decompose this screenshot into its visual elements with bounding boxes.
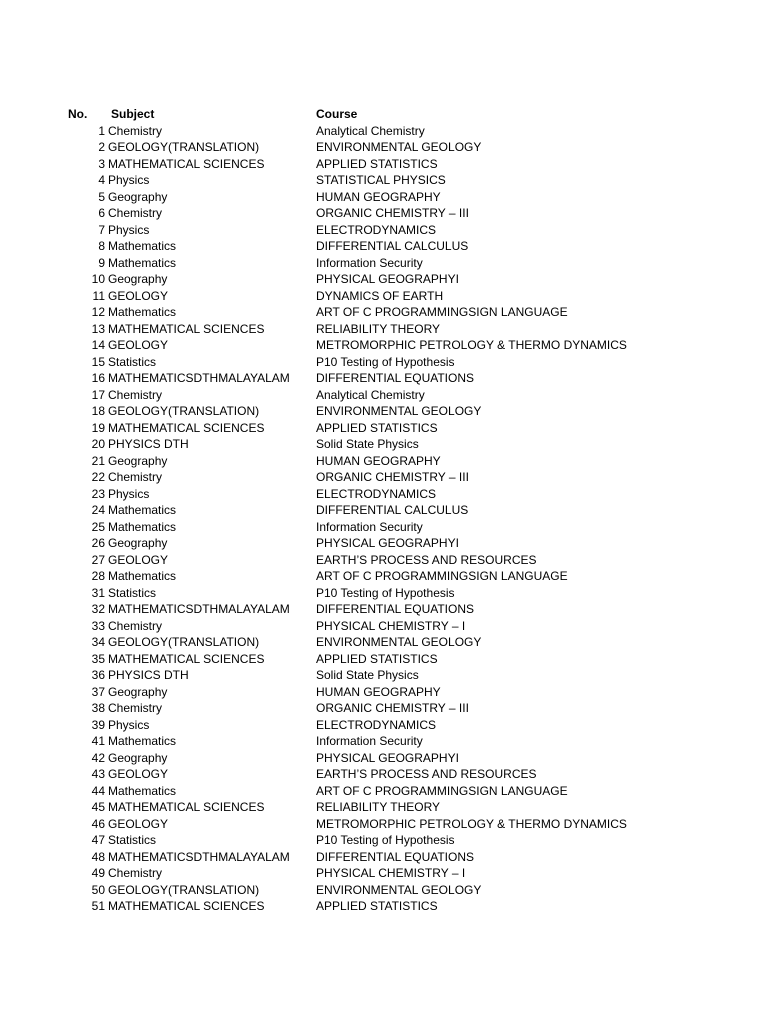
row-no: 34 [91, 635, 105, 649]
header-course: Course [316, 107, 358, 121]
row-course: ART OF C PROGRAMMINGSIGN LANGUAGE [316, 569, 568, 583]
row-course: Information Security [316, 519, 423, 534]
row-course: ELECTRODYNAMICS [316, 222, 437, 237]
row-no: 39 [91, 717, 105, 732]
row-course: APPLIED STATISTICS [316, 651, 438, 666]
row-course: DIFFERENTIAL EQUATIONS [316, 371, 475, 385]
row-course: P10 Testing of Hypothesis [316, 833, 455, 847]
row-subject: Statistics [108, 833, 157, 847]
table-row [68, 568, 708, 585]
row-no: 27 [91, 552, 105, 567]
row-course: Information Security [316, 734, 423, 748]
row-course: ORGANIC CHEMISTRY – III [316, 701, 469, 715]
table-row [68, 337, 708, 354]
row-no: 5 [98, 189, 105, 204]
table-row [68, 387, 708, 404]
row-subject: GEOLOGY(TRANSLATION) [108, 140, 260, 154]
row-subject: MATHEMATICAL SCIENCES [108, 321, 265, 336]
row-no: 14 [91, 338, 105, 352]
row-subject: Mathematics [108, 734, 177, 748]
row-course: ENVIRONMENTAL GEOLOGY [316, 140, 482, 154]
table-row [68, 370, 708, 387]
row-subject: Chemistry [108, 387, 163, 402]
row-course: ORGANIC CHEMISTRY – III [316, 470, 469, 484]
table-row [68, 123, 708, 140]
row-no: 23 [91, 486, 105, 501]
row-no: 21 [91, 453, 105, 468]
table-row [68, 601, 708, 618]
row-subject: Mathematics [108, 519, 177, 534]
table-row [68, 898, 708, 915]
row-course: PHYSICAL GEOGRAPHYI [316, 272, 459, 286]
row-course: APPLIED STATISTICS [316, 899, 438, 913]
table-row [68, 700, 708, 717]
row-subject: GEOLOGY [108, 288, 169, 303]
row-course: DIFFERENTIAL EQUATIONS [316, 602, 475, 616]
table-row [68, 750, 708, 767]
row-course: PHYSICAL CHEMISTRY – I [316, 866, 466, 880]
table-row [68, 552, 708, 569]
row-subject: Statistics [108, 354, 157, 369]
row-no: 31 [91, 585, 105, 600]
course-table [68, 106, 708, 915]
row-no: 17 [91, 387, 105, 402]
table-row [68, 519, 708, 536]
row-no: 8 [98, 239, 105, 253]
row-subject: MATHEMATICAL SCIENCES [108, 420, 265, 435]
row-subject: Geography [108, 272, 168, 286]
row-course: DYNAMICS OF EARTH [316, 288, 444, 303]
row-subject: GEOLOGY(TRANSLATION) [108, 635, 260, 649]
row-course: ELECTRODYNAMICS [316, 486, 437, 501]
row-course: EARTH’S PROCESS AND RESOURCES [316, 767, 537, 781]
row-subject: MATHEMATICSDTHMALAYALAM [108, 371, 290, 385]
table-row [68, 403, 708, 420]
row-subject: Chemistry [108, 470, 163, 484]
row-course: RELIABILITY THEORY [316, 321, 441, 336]
row-no: 44 [91, 783, 105, 798]
row-subject: Chemistry [108, 701, 163, 715]
table-row [68, 304, 708, 321]
row-subject: Mathematics [108, 239, 177, 253]
row-subject: Geography [108, 536, 168, 550]
row-subject: GEOLOGY [108, 552, 169, 567]
row-course: APPLIED STATISTICS [316, 420, 438, 435]
row-no: 32 [91, 602, 105, 616]
row-course: ENVIRONMENTAL GEOLOGY [316, 882, 482, 897]
row-no: 22 [91, 470, 105, 484]
row-course: PHYSICAL GEOGRAPHYI [316, 750, 459, 765]
row-no: 41 [91, 734, 105, 748]
row-no: 28 [91, 569, 105, 583]
row-course: METROMORPHIC PETROLOGY & THERMO DYNAMICS [316, 816, 627, 831]
row-course: DIFFERENTIAL CALCULUS [316, 239, 469, 253]
row-no: 33 [91, 618, 105, 633]
header-subject: Subject [111, 107, 155, 121]
table-row [68, 618, 708, 635]
table-row [68, 222, 708, 239]
row-subject: PHYSICS DTH [108, 437, 189, 451]
table-row [68, 865, 708, 882]
row-subject: Geography [108, 684, 168, 699]
row-no: 51 [91, 899, 105, 913]
row-no: 10 [91, 272, 105, 286]
row-subject: MATHEMATICAL SCIENCES [108, 899, 265, 913]
table-row [68, 321, 708, 338]
row-subject: GEOLOGY(TRANSLATION) [108, 404, 260, 418]
row-no: 38 [91, 701, 105, 715]
table-row [68, 585, 708, 602]
row-subject: Physics [108, 222, 150, 237]
row-subject: Mathematics [108, 783, 177, 798]
row-course: Information Security [316, 255, 423, 270]
row-subject: Chemistry [108, 206, 163, 220]
table-row [68, 783, 708, 800]
row-subject: Mathematics [108, 569, 177, 583]
row-no: 6 [98, 206, 105, 220]
row-course: Analytical Chemistry [316, 123, 425, 138]
row-subject: MATHEMATICAL SCIENCES [108, 800, 265, 814]
table-row [68, 469, 708, 486]
row-no: 47 [91, 833, 105, 847]
row-course: P10 Testing of Hypothesis [316, 585, 455, 600]
row-subject: MATHEMATICSDTHMALAYALAM [108, 602, 290, 616]
row-course: ELECTRODYNAMICS [316, 717, 437, 732]
table-row [68, 651, 708, 668]
row-no: 49 [91, 866, 105, 880]
row-subject: GEOLOGY [108, 338, 169, 352]
row-course: DIFFERENTIAL CALCULUS [316, 503, 469, 517]
row-course: HUMAN GEOGRAPHY [316, 189, 441, 204]
row-no: 36 [91, 668, 105, 682]
row-subject: Physics [108, 173, 150, 187]
row-no: 43 [91, 767, 105, 781]
row-course: DIFFERENTIAL EQUATIONS [316, 849, 475, 864]
table-body [68, 123, 708, 915]
row-no: 2 [98, 140, 105, 154]
row-no: 37 [91, 684, 105, 699]
row-no: 1 [98, 123, 105, 138]
table-row [68, 486, 708, 503]
row-subject: GEOLOGY [108, 816, 169, 831]
table-row [68, 684, 708, 701]
row-course: PHYSICAL CHEMISTRY – I [316, 618, 466, 633]
row-subject: Mathematics [108, 305, 177, 319]
row-no: 42 [91, 750, 105, 765]
row-no: 13 [91, 321, 105, 336]
table-row [68, 271, 708, 288]
table-row [68, 238, 708, 255]
row-no: 25 [91, 519, 105, 534]
table-row [68, 420, 708, 437]
table-row [68, 882, 708, 899]
row-subject: Mathematics [108, 255, 177, 270]
row-subject: MATHEMATICAL SCIENCES [108, 156, 265, 171]
row-subject: GEOLOGY(TRANSLATION) [108, 882, 260, 897]
row-subject: Geography [108, 189, 168, 204]
row-course: HUMAN GEOGRAPHY [316, 453, 441, 468]
row-no: 11 [92, 288, 105, 303]
table-row [68, 535, 708, 552]
row-subject: Geography [108, 750, 168, 765]
row-subject: MATHEMATICAL SCIENCES [108, 651, 265, 666]
table-row [68, 172, 708, 189]
table-row [68, 799, 708, 816]
table-row [68, 667, 708, 684]
row-no: 20 [91, 437, 105, 451]
row-no: 26 [91, 536, 105, 550]
table-row [68, 189, 708, 206]
table-row [68, 156, 708, 173]
row-no: 50 [91, 882, 105, 897]
row-subject: Geography [108, 453, 168, 468]
row-subject: Physics [108, 486, 150, 501]
row-subject: GEOLOGY [108, 767, 169, 781]
row-subject: Physics [108, 717, 150, 732]
row-course: PHYSICAL GEOGRAPHYI [316, 536, 459, 550]
header-no: No. [68, 107, 88, 121]
row-no: 18 [91, 404, 105, 418]
row-subject: MATHEMATICSDTHMALAYALAM [108, 849, 290, 864]
row-no: 15 [91, 354, 105, 369]
row-subject: PHYSICS DTH [108, 668, 189, 682]
row-subject: Chemistry [108, 618, 163, 633]
row-course: HUMAN GEOGRAPHY [316, 684, 441, 699]
row-no: 24 [91, 503, 105, 517]
table-row [68, 288, 708, 305]
row-no: 3 [98, 156, 105, 171]
row-course: EARTH’S PROCESS AND RESOURCES [316, 552, 537, 567]
row-course: APPLIED STATISTICS [316, 156, 438, 171]
row-subject: Mathematics [108, 503, 177, 517]
table-row [68, 502, 708, 519]
row-course: ENVIRONMENTAL GEOLOGY [316, 404, 482, 418]
row-course: Analytical Chemistry [316, 387, 425, 402]
row-no: 35 [91, 651, 105, 666]
row-no: 9 [98, 255, 105, 270]
row-no: 16 [91, 371, 105, 385]
table-row [68, 354, 708, 371]
row-subject: Chemistry [108, 123, 163, 138]
table-row [68, 255, 708, 272]
table-row [68, 816, 708, 833]
table-row [68, 849, 708, 866]
table-row [68, 717, 708, 734]
row-no: 45 [91, 800, 105, 814]
table-row [68, 733, 708, 750]
row-course: STATISTICAL PHYSICS [316, 173, 446, 187]
row-course: METROMORPHIC PETROLOGY & THERMO DYNAMICS [316, 338, 627, 352]
row-course: ENVIRONMENTAL GEOLOGY [316, 635, 482, 649]
row-subject: Statistics [108, 585, 157, 600]
row-course: Solid State Physics [316, 668, 419, 682]
row-course: Solid State Physics [316, 437, 419, 451]
row-no: 12 [91, 305, 105, 319]
row-no: 19 [91, 420, 105, 435]
table-row [68, 139, 708, 156]
row-course: ORGANIC CHEMISTRY – III [316, 206, 469, 220]
row-no: 48 [91, 849, 105, 864]
row-no: 46 [91, 816, 105, 831]
table-row [68, 766, 708, 783]
table-row [68, 436, 708, 453]
row-course: RELIABILITY THEORY [316, 800, 441, 814]
table-row [68, 205, 708, 222]
table-row [68, 832, 708, 849]
table-row [68, 634, 708, 651]
row-course: P10 Testing of Hypothesis [316, 354, 455, 369]
row-subject: Chemistry [108, 866, 163, 880]
row-no: 4 [98, 173, 105, 187]
row-no: 7 [98, 222, 105, 237]
table-row [68, 453, 708, 470]
table-header [68, 106, 708, 123]
row-course: ART OF C PROGRAMMINGSIGN LANGUAGE [316, 783, 568, 798]
row-course: ART OF C PROGRAMMINGSIGN LANGUAGE [316, 305, 568, 319]
